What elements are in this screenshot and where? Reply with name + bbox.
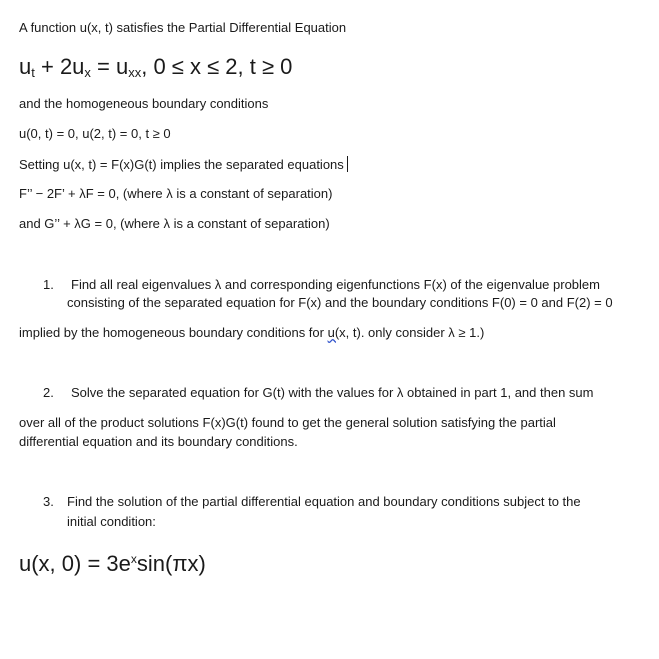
question-2-line-3: differential equation and its boundary conditions. [19, 434, 298, 449]
initial-condition-lhs: u(x, 0) = 3e [19, 551, 131, 576]
initial-condition [19, 546, 206, 577]
question-3-line-1: Find the solution of the partial differential equation and boundary conditions subject to the [67, 494, 581, 509]
boundary-conditions: u(0, t) = 0, u(2, t) = 0, t ≥ 0 [19, 126, 171, 141]
question-2-line-2: over all of the product solutions F(x)G(t) found to get the general solution satisfying the partial [19, 415, 556, 430]
question-1-line-1: Find all real eigenvalues λ and corresponding eigenfunctions F(x) of the eigenvalue problem [71, 277, 600, 292]
spellcheck-flag: u( [327, 325, 340, 340]
pde-x-subscript: x [84, 65, 91, 80]
pde-t-subscript: t [31, 65, 35, 80]
question-1-line-2: consisting of the separated equation for F(x) and the boundary conditions F(0) = 0 and F(2) = 0 [67, 295, 613, 310]
separated-equation-g: and G’’ + λG = 0, (where λ is a constant of separation) [19, 216, 330, 231]
separation-text-content: Setting u(x, t) = F(x)G(t) implies the separated equations [19, 157, 344, 172]
separation-text [19, 156, 348, 173]
initial-condition-exponent: x [130, 552, 137, 566]
pde-equation [19, 54, 292, 86]
question-1-line-3-start: implied by the homogeneous boundary conditions for [19, 325, 328, 340]
question-3-line-2: initial condition: [67, 514, 156, 529]
pde-domain: , 0 ≤ x ≤ 2, t ≥ 0 [141, 54, 293, 79]
separated-equation-f: F’’ − 2F’ + λF = 0, (where λ is a constant of separation) [19, 186, 333, 201]
initial-condition-rhs: sin(πx) [136, 551, 206, 576]
pde-uxx-term: = u [90, 54, 129, 79]
pde-ux-term: + 2u [34, 54, 85, 79]
question-1-number: 1. [43, 277, 54, 292]
question-3-number: 3. [43, 494, 54, 509]
boundary-intro-text: and the homogeneous boundary conditions [19, 96, 269, 111]
question-2-number: 2. [43, 385, 54, 400]
pde-u-term: u [19, 54, 32, 79]
pde-xx-subscript: xx [128, 65, 142, 80]
intro-text: A function u(x, t) satisfies the Partial Differential Equation [19, 20, 347, 35]
question-2-line-1: Solve the separated equation for G(t) with the values for λ obtained in part 1, and then sum [71, 385, 594, 400]
question-1-line-3 [19, 325, 484, 341]
question-1-line-3-end: x, t). only consider λ ≥ 1.) [339, 325, 485, 340]
text-cursor [347, 156, 348, 172]
